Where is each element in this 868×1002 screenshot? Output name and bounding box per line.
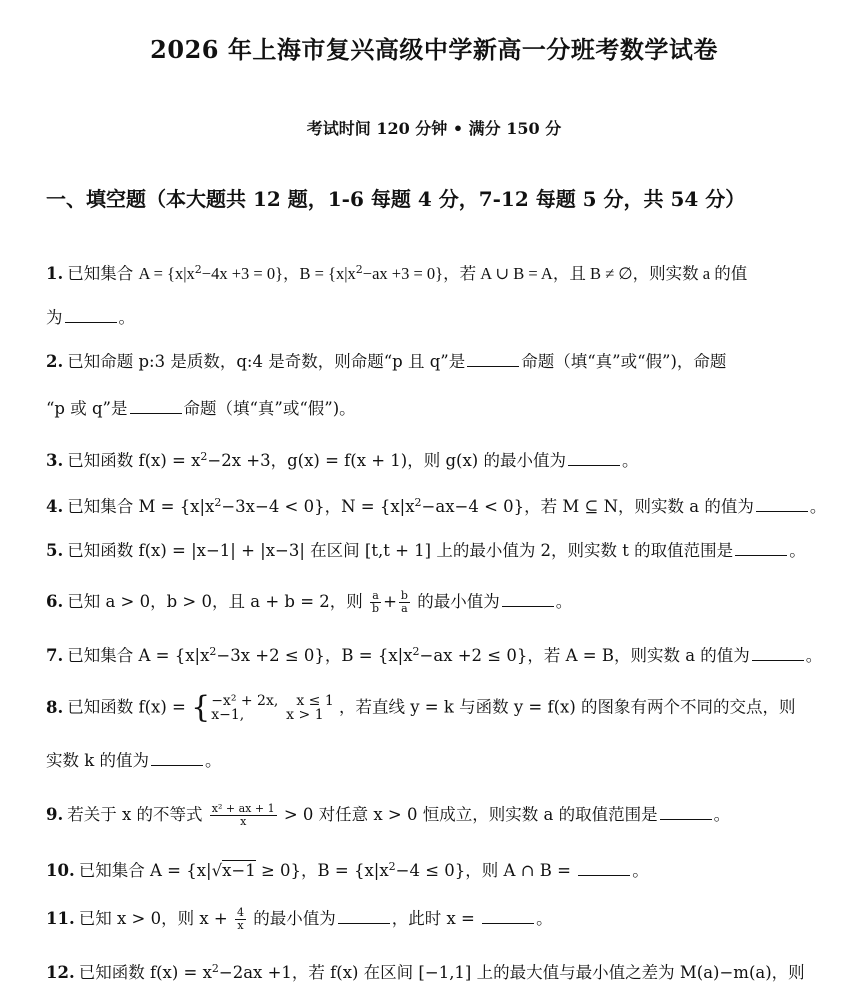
question-text: 已知函数 f(x) = x [78, 963, 212, 982]
question-6 [46, 590, 828, 615]
question-text: 。 [118, 308, 135, 327]
fraction [235, 907, 246, 932]
question-text: “p 或 q”是 [46, 399, 128, 418]
fraction [399, 590, 410, 615]
question-9 [46, 803, 828, 828]
question-number: 11. [46, 909, 75, 928]
piecewise-row [211, 694, 334, 708]
question-text: 。 [632, 861, 649, 880]
question-text: 已知 x > 0，则 x + [78, 909, 228, 928]
sqrt-sign: √ [211, 861, 223, 880]
question-text: 。 [805, 646, 823, 665]
fraction [210, 803, 277, 828]
condition: x ≤ 1 [296, 693, 334, 709]
question-text: 为 [46, 308, 63, 327]
question-text: −ax−4 < 0}，若 M ⊆ N，则实数 a 的值为 [421, 497, 754, 516]
answer-blank[interactable] [578, 861, 630, 876]
question-text: ，此时 x = [391, 909, 475, 928]
question-11 [46, 907, 828, 932]
exponent: 2 [214, 496, 222, 509]
question-5 [46, 540, 828, 562]
exam-info: 考试时间 120 分钟 • 满分 150 分 [306, 119, 562, 138]
question-text: −4 ≤ 0}，则 A ∩ B = [395, 861, 571, 880]
question-text: 的最小值为 [417, 592, 500, 611]
answer-blank[interactable] [467, 352, 519, 367]
answer-blank[interactable] [660, 805, 712, 820]
condition: x > 1 [286, 707, 324, 723]
numerator: b [400, 589, 408, 602]
question-text: 。 [536, 909, 553, 928]
numerator: 4 [236, 906, 244, 919]
denominator: b [372, 602, 380, 615]
page-title: 2026 年上海市复兴高级中学新高一分班考数学试卷 [150, 35, 718, 64]
question-number: 4. [46, 497, 64, 516]
question-text: ，若直线 y = k 与函数 y = f(x) 的图象有两个不同的交点，则 [339, 697, 796, 717]
math-text: A = {x|x [138, 264, 195, 283]
question-text: 命题（填“真”或“假”)，命题 [521, 352, 727, 371]
answer-blank[interactable] [151, 751, 203, 766]
question-text: 已知函数 f(x) = x [67, 451, 201, 470]
fraction [370, 590, 381, 615]
question-4 [46, 492, 828, 518]
question-text: 已知命题 p:3 是质数，q:4 是奇数，则命题“p 且 q”是 [67, 352, 466, 371]
question-text: 已知 a > 0，b > 0，且 a + b = 2，则 [67, 592, 363, 611]
question-number: 5. [46, 541, 64, 560]
question-text: 已知函数 f(x) = |x−1| + |x−3| 在区间 [t,t + 1] 上的最小值为 2，则实数 t 的取值范围是 [67, 541, 734, 560]
answer-blank[interactable] [735, 541, 787, 556]
answer-blank[interactable] [482, 909, 534, 924]
question-12 [46, 958, 828, 984]
exponent: 2 [211, 962, 219, 975]
question-number: 8. [46, 697, 64, 717]
answer-blank[interactable] [756, 497, 808, 512]
question-text: 的最小值为 [253, 909, 336, 928]
numerator: x² + ax + 1 [211, 802, 275, 815]
question-text: 已知集合 A = {x| [78, 861, 212, 880]
answer-blank[interactable] [752, 646, 804, 661]
brace: { [191, 690, 211, 725]
question-number: 9. [46, 805, 64, 824]
question-8 [46, 690, 828, 725]
question-text: −3x−4 < 0}，N = {x|x [221, 497, 415, 516]
question-text: 已知集合 [67, 264, 134, 283]
denominator: x [240, 815, 247, 828]
question-number: 7. [46, 646, 64, 665]
question-7 [46, 641, 828, 667]
question-text: −3x +2 ≤ 0}，B = {x|x [216, 646, 413, 665]
section-heading: 一、填空题（本大题共 12 题，1-6 每题 4 分，7-12 每题 5 分，共 54 分） [46, 187, 746, 211]
answer-blank[interactable] [502, 592, 554, 607]
question-text: 。 [713, 805, 731, 824]
question-number: 1. [46, 264, 64, 283]
piecewise-row [211, 708, 334, 722]
numerator: a [370, 590, 381, 603]
question-text: 若关于 x 的不等式 [67, 805, 203, 824]
answer-blank[interactable] [568, 451, 620, 466]
denominator: x [237, 919, 244, 932]
question-number: 2. [46, 352, 64, 371]
question-10 [46, 856, 828, 882]
question-text: 。 [555, 592, 573, 611]
question-text: 命题（填“真”或“假”)。 [183, 399, 356, 418]
question-8-cont [46, 750, 828, 772]
exponent: 2 [388, 860, 396, 873]
question-number: 3. [46, 451, 64, 470]
question-number: 12. [46, 963, 75, 982]
question-text: ≥ 0}，B = {x|x [260, 861, 389, 880]
exponent: 2 [412, 645, 420, 658]
question-text: 。 [809, 497, 827, 516]
question-text: 。 [205, 751, 222, 770]
question-text: > 0 对任意 x > 0 恒成立，则实数 a 的取值范围是 [283, 805, 658, 824]
denominator: a [401, 602, 408, 615]
question-text: −2ax +1，若 f(x) 在区间 [−1,1] 上的最大值与最小值之差为 M(a)−m(a)，则 [218, 963, 805, 982]
answer-blank[interactable] [338, 909, 390, 924]
math-text: −4x +3 = 0}，B = {x|x [201, 264, 356, 283]
exponent: 2 [209, 645, 217, 658]
question-2-cont [46, 398, 828, 420]
exponent: 2 [194, 263, 202, 276]
question-text: 已知函数 f(x) = [67, 697, 186, 717]
question-1 [46, 259, 828, 285]
question-1-cont [46, 307, 828, 329]
question-text: 。 [789, 541, 806, 560]
answer-blank[interactable] [130, 399, 182, 414]
exponent: 2 [200, 450, 208, 463]
question-number: 10. [46, 861, 75, 880]
expr: −x² + 2x, [211, 693, 279, 709]
question-text: 已知集合 M = {x|x [67, 497, 215, 516]
question-text: −2x +3，g(x) = f(x + 1)，则 g(x) 的最小值为 [207, 451, 566, 470]
question-3 [46, 446, 828, 472]
sqrt-radicand: x−1 [222, 861, 256, 880]
question-text: −ax +2 ≤ 0}，若 A = B，则实数 a 的值为 [419, 646, 750, 665]
exponent: 2 [355, 263, 363, 276]
expr: x−1, [211, 707, 245, 723]
answer-blank[interactable] [65, 308, 117, 323]
piecewise-definition [211, 694, 334, 722]
question-text: 。 [621, 451, 639, 470]
plus-sign: + [383, 592, 397, 611]
question-number: 6. [46, 592, 64, 611]
question-text: 已知集合 A = {x|x [67, 646, 210, 665]
question-2 [46, 351, 828, 373]
math-text: −ax +3 = 0}，若 A ∪ B = A，且 B ≠ ∅，则实数 a 的值 [362, 264, 748, 283]
question-text: 实数 k 的值为 [46, 751, 149, 770]
exponent: 2 [414, 496, 422, 509]
